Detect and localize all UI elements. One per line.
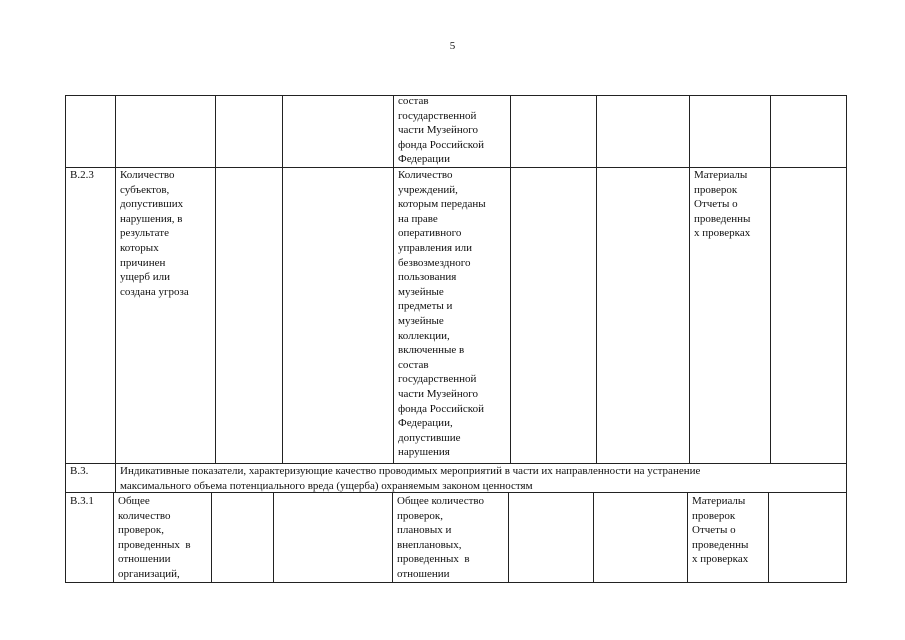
cell-data-source: Материалы проверок Отчеты о проведенны х проверках <box>692 495 749 566</box>
column-divider <box>392 492 393 583</box>
cell-indicator-continuation: состав государственной части Музейного фонда Российской Федерации <box>398 95 484 166</box>
column-divider <box>596 95 597 464</box>
column-divider <box>282 95 283 464</box>
cell-indicator-name: Общее количество проверок, проведенных в отношении организаций, <box>118 495 191 580</box>
section-heading: Индикативные показатели, характеризующие качество проводимых мероприятий в части их направленности на устранение максимального объема потенциального вреда (ущерба) охраняемым законом ценностям <box>120 465 701 492</box>
column-divider <box>689 95 690 464</box>
cell-data-source: Материалы проверок Отчеты о проведенны х проверках <box>694 169 751 240</box>
column-divider <box>770 95 771 464</box>
table-border-left <box>65 95 66 583</box>
column-divider <box>508 492 509 583</box>
column-divider <box>115 95 116 464</box>
column-divider <box>393 95 394 464</box>
cell-code: В.3. <box>70 465 89 477</box>
column-divider <box>211 492 212 583</box>
column-divider <box>687 492 688 583</box>
column-divider <box>768 492 769 583</box>
cell-code: В.2.3 <box>70 169 94 181</box>
column-divider <box>113 492 114 583</box>
table-border-bottom <box>65 582 846 583</box>
column-divider <box>593 492 594 583</box>
cell-code: В.3.1 <box>70 495 94 507</box>
column-divider <box>510 95 511 464</box>
page-number: 5 <box>449 40 456 52</box>
table-border-right <box>846 95 847 583</box>
cell-calculation: Количество учреждений, которым переданы на праве оперативного управления или безвозмездного пользования музейные предметы и музейные коллекции, включенные в состав государственной части Музейного фонда Российской Федерации, допустившие нарушения <box>398 169 486 459</box>
cell-calculation: Общее количество проверок, плановых и внеплановых, проведенных в отношении <box>397 495 485 580</box>
column-divider <box>115 463 116 493</box>
column-divider <box>215 95 216 464</box>
cell-indicator-name: Количество субъектов, допустивших нарушения, в результате которых причинен ущерб или создана угроза <box>120 169 189 298</box>
column-divider <box>273 492 274 583</box>
